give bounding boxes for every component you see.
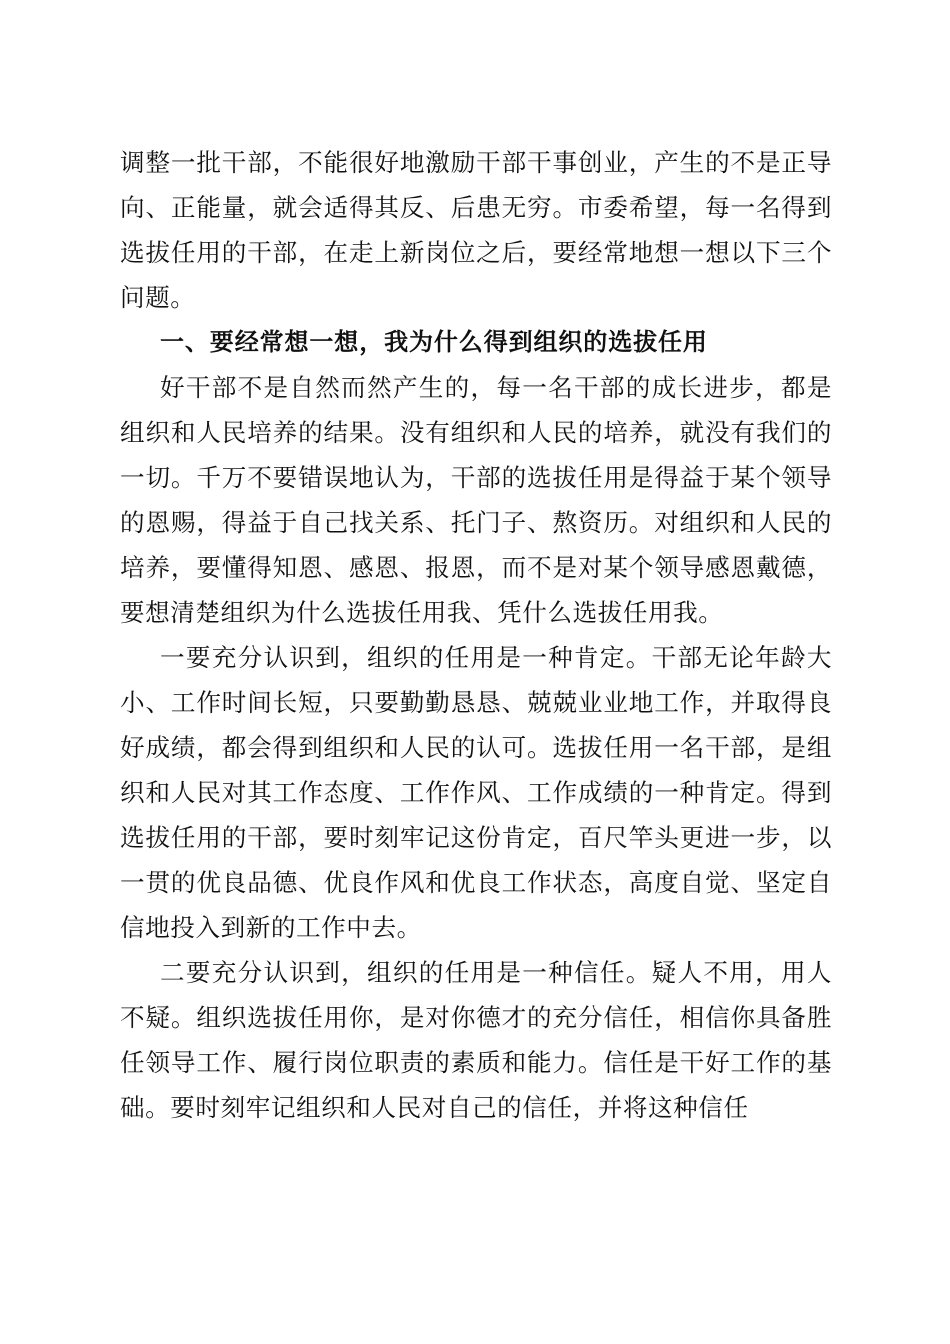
section-heading: 一、要经常想一想，我为什么得到组织的选拔任用 (160, 328, 708, 356)
body-paragraph: 好干部不是自然而然产生的，每一名干部的成长进步，都是组织和人民培养的结果。没有组织和人民的培养，就没有我们的一切。千万不要错误地认为，干部的选拔任用是得益于某个领导的恩赐，得益于自己找关系、托门子、熬资历。对组织和人民的培养，要懂得知恩、感恩、报恩，而不是对某个领导感恩戴德，要想清楚组织为什么选拔任用我、凭什么选拔任用我。 (120, 373, 832, 627)
body-paragraph: 二要充分认识到，组织的任用是一种信任。疑人不用，用人不疑。组织选拔任用你，是对你德才的充分信任，相信你具备胜任领导工作、履行岗位职责的素质和能力。信任是干好工作的基础。要时刻牢记组织和人民对自己的信任，并将这种信任 (120, 958, 832, 1122)
body-paragraph: 一要充分认识到，组织的任用是一种肯定。干部无论年龄大小、工作时间长短，只要勤勤恳恳、兢兢业业地工作，并取得良好成绩，都会得到组织和人民的认可。选拔任用一名干部，是组织和人民对其工作态度、工作作风、工作成绩的一种肯定。得到选拔任用的干部，要时刻牢记这份肯定，百尺竿头更进一步，以一贯的优良品德、优良作风和优良工作状态，高度自觉、坚定自信地投入到新的工作中去。 (120, 643, 832, 942)
continuation-paragraph: 调整一批干部，不能很好地激励干部干事创业，产生的不是正导向、正能量，就会适得其反、后患无穷。市委希望，每一名得到选拔任用的干部，在走上新岗位之后，要经常地想一想以下三个问题。 (120, 148, 832, 312)
document-body (120, 140, 832, 1130)
